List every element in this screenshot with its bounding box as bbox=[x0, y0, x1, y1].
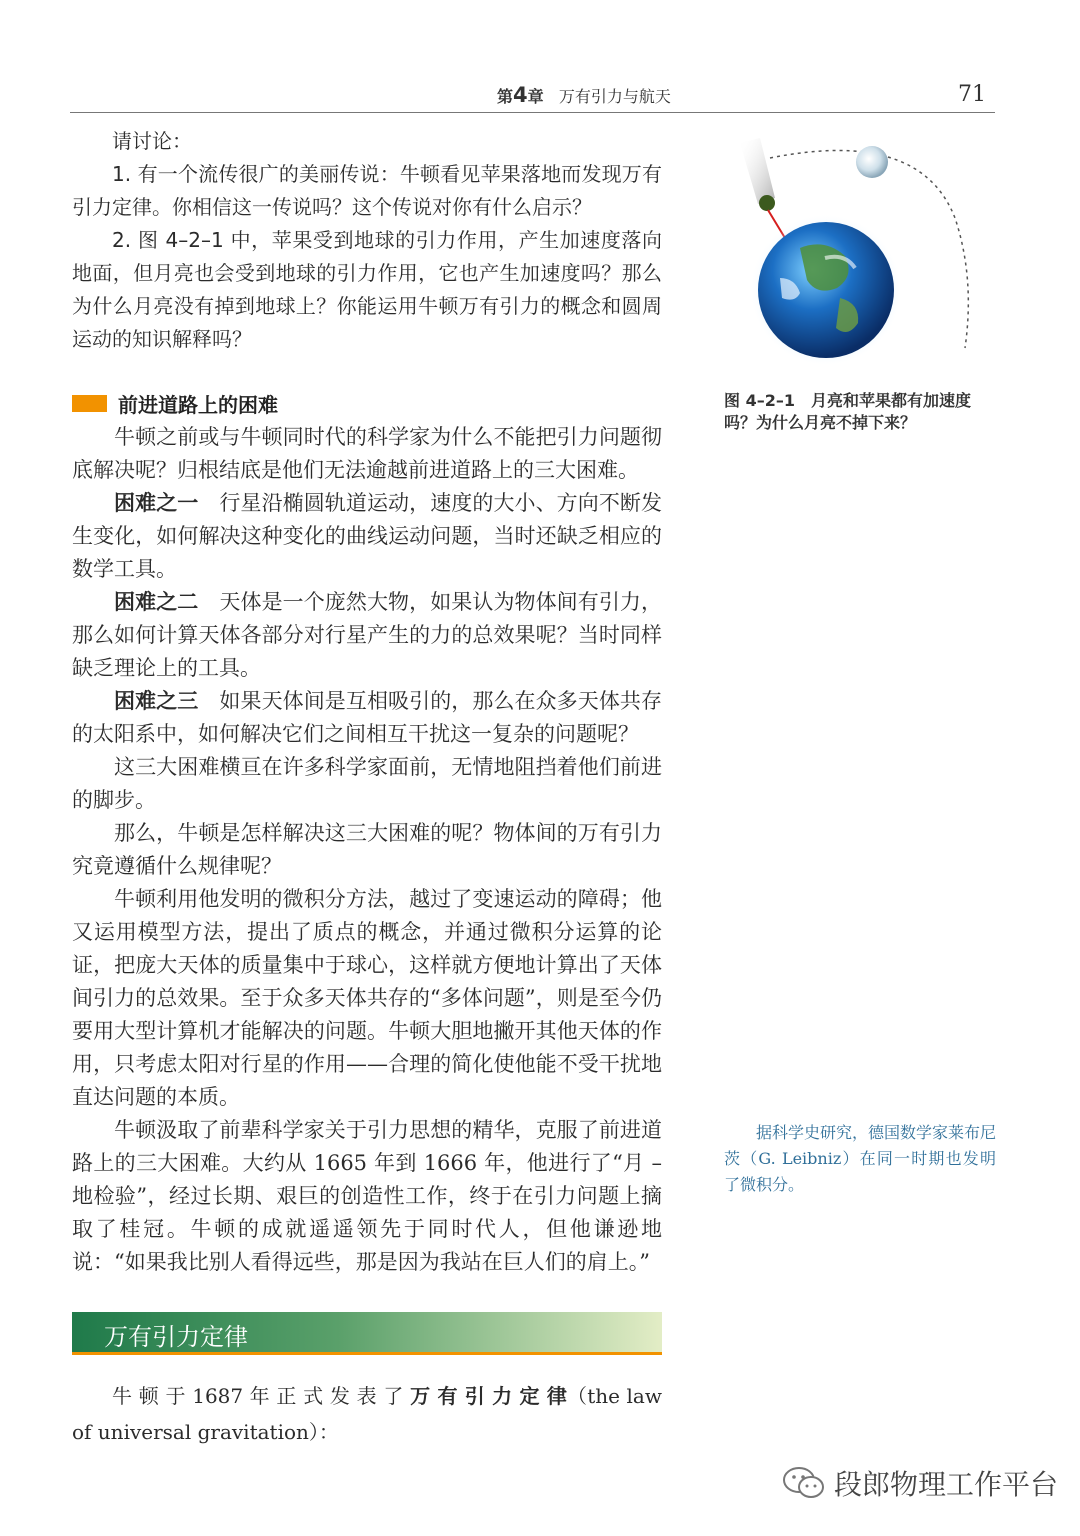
page-number: 71 bbox=[958, 82, 986, 107]
difficulty-1-label: 困难之一 bbox=[114, 491, 199, 515]
header-rule bbox=[70, 112, 995, 113]
body-paragraph: 牛顿汲取了前辈科学家关于引力思想的精华，克服了前进道路上的三大困难。大约从 1665 年到 1666 年，他进行了“月 – 地检验”，经过长期、艰巨的创造性工作，终于在引力问题上摘取了桂冠。牛顿的成就遥遥领先于同时代人，但他谦逊地说：“如果我比别人看得远些，那是因为我站在巨人们的肩上。” bbox=[72, 1118, 662, 1274]
discussion-item-2: 2. 图 4–2–1 中，苹果受到地球的引力作用，产生加速度落向地面，但月亮也会受到地球的引力作用，它也产生加速度吗？那么为什么月亮没有掉到地球上？你能运用牛顿万有引力的概念和圆周运动的知识解释吗？ bbox=[72, 228, 662, 351]
figure-caption: 图 4–2–1 月亮和苹果都有加速度吗？为什么月亮不掉下来？ bbox=[724, 391, 971, 432]
law-term: 万 有 引 力 定 律 bbox=[410, 1384, 568, 1408]
body-paragraph: 牛顿利用他发明的微积分方法，越过了变速运动的障碍；他又运用模型方法，提出了质点的概念，并通过微积分运算的论证，把庞大天体的质量集中于球心，这样就方便地计算出了天体间引力的总效果。至于众多天体共存的“多体问题”，则是至今仍要用大型计算机才能解决的问题。牛顿大胆地撇开其他天体的作用，只考虑太阳对行星的作用——合理的简化使他能不受干扰地直达问题的本质。 bbox=[72, 887, 662, 1109]
body-paragraph: 那么，牛顿是怎样解决这三大困难的呢？物体间的万有引力究竟遵循什么规律呢？ bbox=[72, 821, 662, 878]
margin-note: 据科学史研究，德国数学家莱布尼茨（G. Leibniz）在同一时期也发明了微积分。 bbox=[724, 1123, 997, 1194]
body-paragraph: 这三大困难横亘在许多科学家面前，无情地阻挡着他们前进的脚步。 bbox=[72, 755, 662, 812]
difficulty-3-text: 如果天体间是互相吸引的，那么在众多天体共存的太阳系中，如何解决它们之间相互干扰这一复杂的问题呢？ bbox=[72, 689, 663, 746]
law-intro bbox=[72, 1378, 662, 1450]
earth-moon-apple-illustration bbox=[730, 138, 992, 370]
difficulty-2 bbox=[72, 586, 662, 685]
difficulty-3 bbox=[72, 685, 662, 751]
difficulty-1-text: 行星沿椭圆轨道运动，速度的大小、方向不断发生变化，如何解决这种变化的曲线运动问题，当时还缺乏相应的数学工具。 bbox=[72, 491, 663, 581]
chapter-title: 万有引力与航天 bbox=[558, 87, 671, 106]
difficulty-2-label: 困难之二 bbox=[114, 590, 199, 614]
law-intro-pre: 牛 顿 于 1687 年 正 式 发 表 了 bbox=[112, 1384, 411, 1408]
difficulty-3-label: 困难之三 bbox=[114, 689, 199, 713]
chapter-prefix: 第 bbox=[497, 87, 514, 106]
body-text bbox=[72, 421, 662, 1279]
moon-icon bbox=[856, 146, 888, 178]
apple-trail bbox=[740, 138, 775, 204]
discussion-block bbox=[72, 125, 662, 356]
law-intro-paragraph bbox=[72, 1378, 662, 1450]
chapter-number: 4 bbox=[513, 83, 528, 107]
chapter-suffix: 章 bbox=[527, 87, 544, 106]
body-paragraph: 牛顿之前或与牛顿同时代的科学家为什么不能把引力问题彻底解决呢？归根结底是他们无法逾越前进道路上的三大困难。 bbox=[72, 425, 662, 482]
section-rule bbox=[72, 1352, 662, 1355]
discussion-item-1: 1. 有一个流传很广的美丽传说：牛顿看见苹果落地而发现万有引力定律。你相信这一传说吗？这个传说对你有什么启示？ bbox=[72, 162, 662, 219]
law-intro-post: （the law of universal gravitation）： bbox=[72, 1384, 662, 1444]
section-title: 万有引力定律 bbox=[104, 1323, 248, 1351]
watermark-text: 段郎物理工作平台 bbox=[834, 1468, 1059, 1501]
apple-icon bbox=[759, 195, 775, 211]
subsection-title: 前进道路上的困难 bbox=[118, 393, 278, 417]
wechat-icon bbox=[782, 1465, 826, 1501]
figure-earth-moon-apple bbox=[730, 138, 992, 370]
section-band bbox=[72, 1312, 662, 1352]
difficulty-2-text: 天体是一个庞然大物，如果认为物体间有引力，那么如何计算天体各部分对行星产生的力的总效果呢？当时同样缺乏理论上的工具。 bbox=[72, 590, 663, 680]
heading-marker bbox=[72, 395, 107, 412]
difficulty-1 bbox=[72, 487, 662, 586]
discussion-intro: 请讨论： bbox=[112, 129, 192, 153]
running-header bbox=[497, 83, 671, 107]
